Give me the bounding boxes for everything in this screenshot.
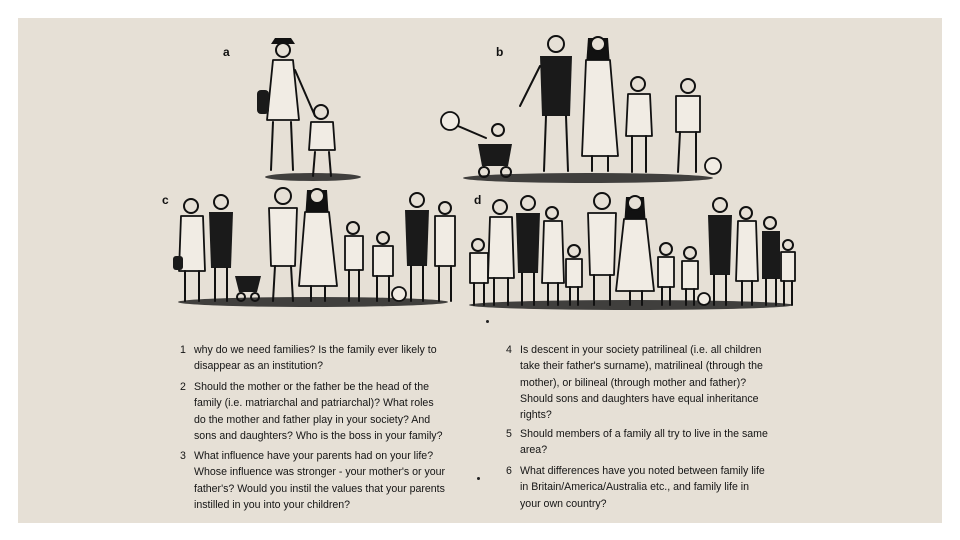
question-number: 4: [506, 344, 512, 356]
question-number: 3: [180, 450, 186, 462]
question-number: 6: [506, 465, 512, 477]
panel-label-c: c: [162, 193, 169, 207]
question-text: Should members of a family all try to live in the same area?: [520, 428, 768, 457]
illustration-family-c: [173, 176, 453, 311]
question-number: 5: [506, 428, 512, 440]
worksheet-page: [18, 18, 942, 523]
question-text: What influence have your parents had on your life? Whose influence was stronger - your mother's or your father's? Would you instil the values that your parents instilled in you into your children?: [194, 450, 446, 511]
illustration-family-d: [466, 183, 796, 313]
question-number: 2: [180, 381, 186, 393]
panel-label-a: a: [223, 45, 230, 59]
print-speck: [477, 477, 480, 480]
print-speck: [486, 320, 489, 323]
panel-label-b: b: [496, 45, 504, 59]
panel-label-d: d: [474, 193, 482, 207]
question-number: 1: [180, 344, 186, 356]
question-text: Should the mother or the father be the head of the family (i.e. matriarchal and patriarchal)? What roles do the mother and father play in your society? And sons and daughters? Who is the boss in your family?: [194, 381, 443, 442]
illustration-family-b: [438, 26, 728, 191]
question-text: Is descent in your society patrilineal (i.e. all children take their father's surname), matrilineal (through the mother), or bilineal (through mother and father)? Should sons and daughters have equal inheritance rights?: [520, 344, 763, 422]
question-text: why do we need families? Is the family ever likely to disappear as an institution?: [194, 344, 437, 373]
question-text: What differences have you noted between family life in Britain/America/Australia etc., and family life in your own country?: [520, 465, 765, 510]
illustration-family-a: [243, 30, 373, 190]
